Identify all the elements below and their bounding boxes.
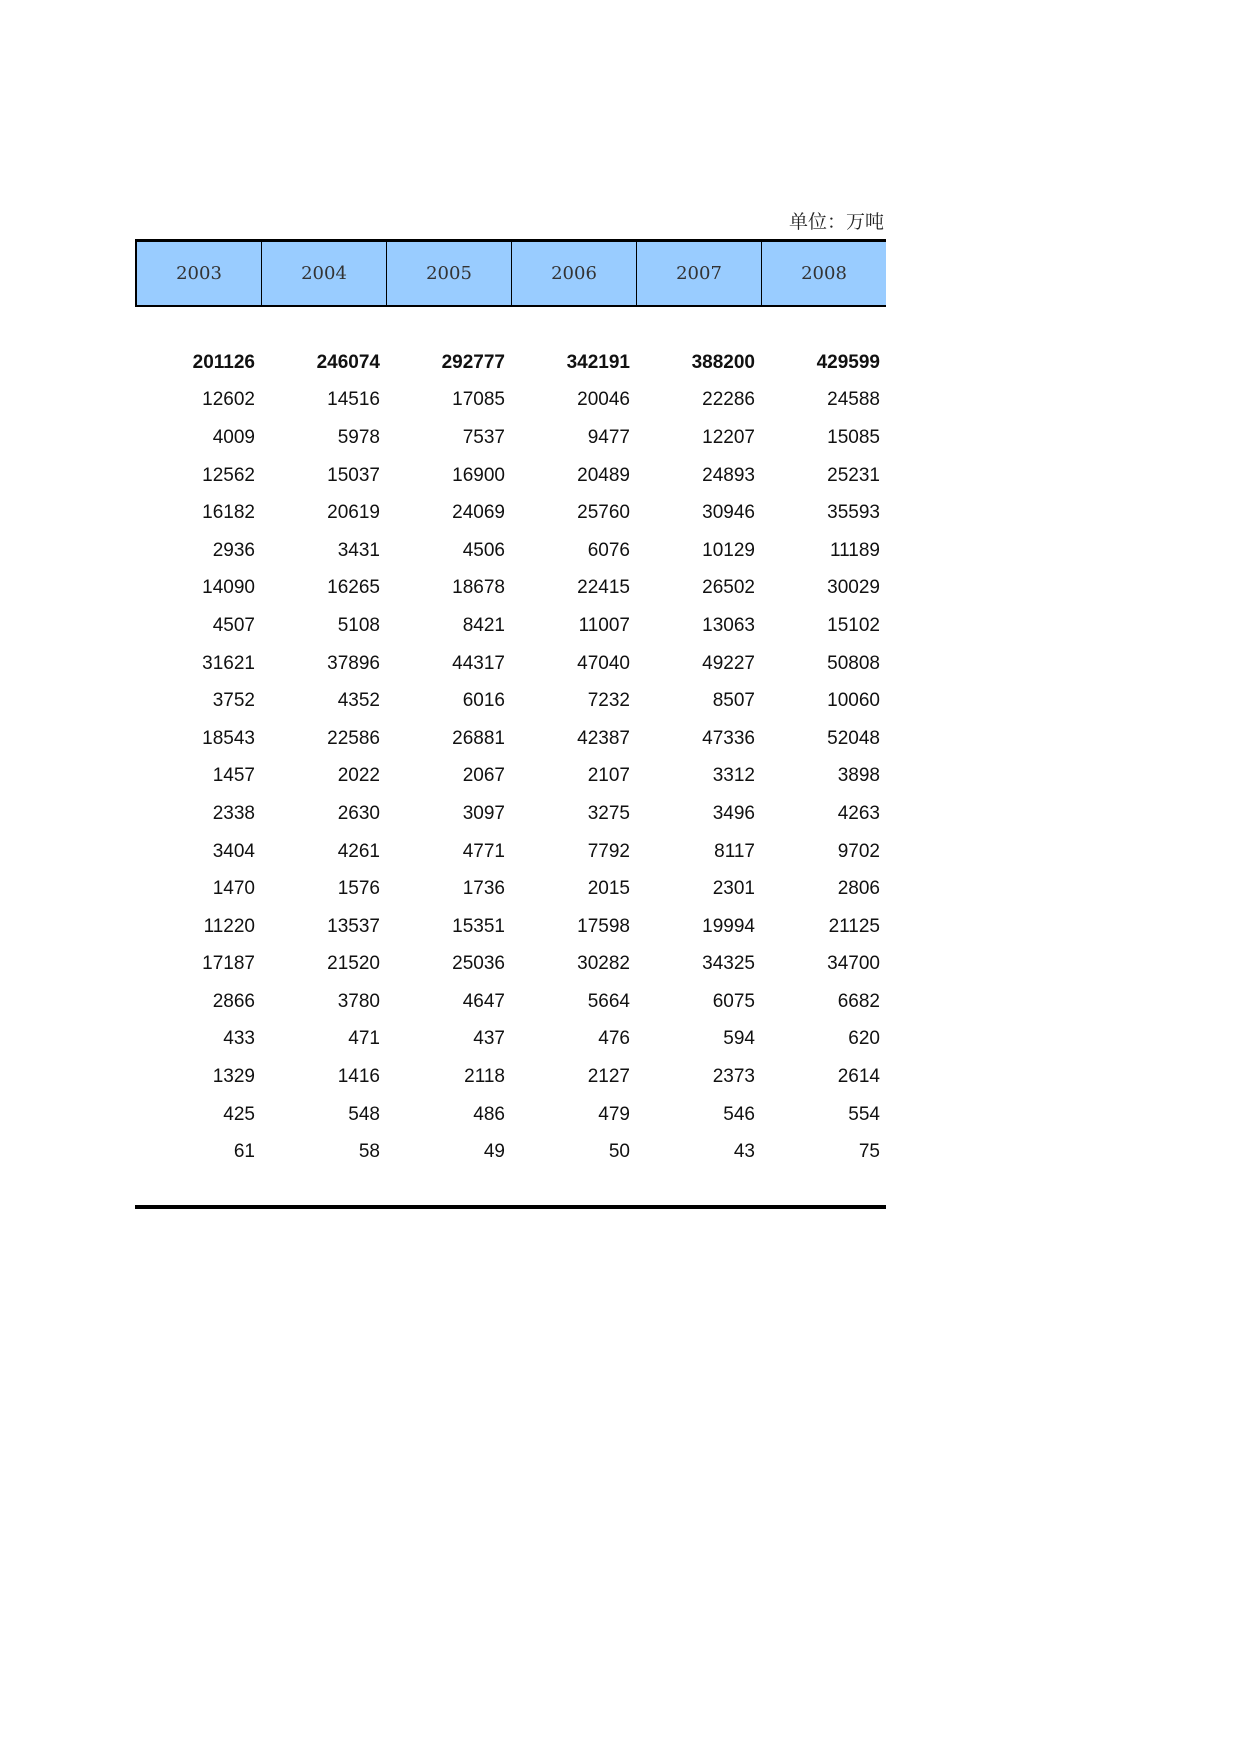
header-year-2003: 2003: [137, 242, 262, 305]
table-cell: 429599: [816, 351, 880, 373]
table-cell: 13063: [702, 614, 755, 636]
table-cell: 12602: [202, 389, 255, 411]
table-row: [135, 1058, 886, 1096]
table-cell: 4009: [212, 426, 255, 448]
table-cell: 12207: [702, 426, 755, 448]
table-cell: 3431: [337, 539, 380, 561]
table-cell: 12562: [202, 464, 255, 486]
table-header-row: [135, 242, 886, 307]
table-cell: 2373: [712, 1066, 755, 1088]
table-cell: 30029: [827, 577, 880, 599]
table-cell: 2936: [212, 539, 255, 561]
table-cell: 21520: [327, 953, 380, 975]
table-cell: 3312: [712, 765, 755, 787]
table-cell: 44317: [452, 652, 505, 674]
table-cell: 58: [358, 1141, 380, 1163]
table-cell: 4647: [462, 990, 505, 1012]
table-cell: 1470: [212, 878, 255, 900]
table-cell: 6682: [837, 990, 880, 1012]
table-cell: 22286: [702, 389, 755, 411]
table-cell: 3097: [462, 802, 505, 824]
table-cell: 14090: [202, 577, 255, 599]
table-cell: 2301: [712, 878, 755, 900]
table-cell: 4352: [337, 690, 380, 712]
table-bottom-rule: [135, 1205, 886, 1209]
table-row: [135, 419, 886, 457]
table-cell: 620: [848, 1028, 880, 1050]
table-row: [135, 908, 886, 946]
table-row: [135, 870, 886, 908]
table-row: [135, 645, 886, 683]
table-cell: 20046: [577, 389, 630, 411]
table-cell: 17187: [202, 953, 255, 975]
table-cell: 2022: [337, 765, 380, 787]
table-cell: 2614: [837, 1066, 880, 1088]
table-cell: 26502: [702, 577, 755, 599]
table-cell: 1576: [337, 878, 380, 900]
table-cell: 2630: [337, 802, 380, 824]
table-row: [135, 983, 886, 1021]
table-row: [135, 833, 886, 871]
table-cell: 25760: [577, 502, 630, 524]
table-cell: 10129: [702, 539, 755, 561]
table-cell: 4261: [337, 840, 380, 862]
table-cell: 43: [733, 1141, 755, 1163]
table-cell: 8421: [462, 614, 505, 636]
table-cell: 22415: [577, 577, 630, 599]
table-row: [135, 1096, 886, 1134]
table-cell: 4507: [212, 614, 255, 636]
table-cell: 26881: [452, 727, 505, 749]
table-cell: 486: [473, 1103, 505, 1125]
table-cell: 476: [598, 1028, 630, 1050]
table-cell: 50808: [827, 652, 880, 674]
table-cell: 75: [858, 1141, 880, 1163]
table-cell: 7537: [462, 426, 505, 448]
table-cell: 11220: [203, 915, 255, 937]
table-cell: 2107: [587, 765, 630, 787]
table-cell: 5664: [587, 990, 630, 1012]
unit-label: 单位：万吨: [788, 211, 884, 233]
table-cell: 25231: [827, 464, 880, 486]
table-cell: 24069: [452, 502, 505, 524]
table-cell: 34325: [702, 953, 755, 975]
table-cell: 3752: [212, 690, 255, 712]
table-cell: 11189: [829, 539, 880, 561]
header-year-2008: 2008: [801, 263, 847, 284]
table-cell: 20619: [327, 502, 380, 524]
table-cell: 15085: [827, 426, 880, 448]
table-cell: 15037: [327, 464, 380, 486]
table-cell: 3404: [212, 840, 255, 862]
table-cell: 19994: [702, 915, 755, 937]
table-cell: 9477: [587, 426, 630, 448]
table-cell: 14516: [327, 389, 380, 411]
table-cell: 342191: [566, 351, 630, 373]
table-row: [135, 720, 886, 758]
table-cell: 479: [598, 1103, 630, 1125]
table-body: [135, 344, 886, 1171]
table-cell: 246074: [316, 351, 380, 373]
table-cell: 2338: [212, 802, 255, 824]
table-cell: 8117: [714, 840, 755, 862]
table-cell: 388200: [691, 351, 755, 373]
table-cell: 50: [608, 1141, 630, 1163]
table-cell: 292777: [441, 351, 505, 373]
table-cell: 31621: [202, 652, 255, 674]
table-cell: 425: [223, 1103, 255, 1125]
table-cell: 30946: [702, 502, 755, 524]
table-cell: 2118: [464, 1066, 505, 1088]
table-cell: 17085: [452, 389, 505, 411]
table-cell: 546: [723, 1103, 755, 1125]
table-row: [135, 946, 886, 984]
table-cell: 2806: [837, 878, 880, 900]
table-cell: 3780: [337, 990, 380, 1012]
table-cell: 433: [223, 1028, 255, 1050]
table-cell: 24893: [702, 464, 755, 486]
table-row: [135, 382, 886, 420]
table-cell: 3275: [587, 802, 630, 824]
table-cell: 30282: [577, 953, 630, 975]
table-cell: 3898: [837, 765, 880, 787]
table-cell: 471: [348, 1028, 380, 1050]
table-cell: 18678: [452, 577, 505, 599]
table-cell: 61: [233, 1141, 255, 1163]
table-cell: 24588: [827, 389, 880, 411]
table-cell: 594: [723, 1028, 755, 1050]
table-cell: 52048: [827, 727, 880, 749]
table-cell: 7232: [587, 690, 630, 712]
table-cell: 4771: [462, 840, 505, 862]
table-cell: 15351: [452, 915, 505, 937]
table-row: [135, 532, 886, 570]
table-cell: 1457: [212, 765, 255, 787]
table-cell: 34700: [827, 953, 880, 975]
table-cell: 6076: [587, 539, 630, 561]
table-cell: 6075: [712, 990, 755, 1012]
table-cell: 10060: [827, 690, 880, 712]
table-cell: 49227: [702, 652, 755, 674]
table-cell: 3496: [712, 802, 755, 824]
table-cell: 13537: [327, 915, 380, 937]
table-cell: 21125: [828, 915, 880, 937]
table-cell: 6016: [462, 690, 505, 712]
table-row-total: [135, 344, 886, 382]
table-row: [135, 682, 886, 720]
table-cell: 11007: [578, 614, 630, 636]
table-cell: 1329: [212, 1066, 255, 1088]
table-cell: 17598: [577, 915, 630, 937]
table-cell: 35593: [827, 502, 880, 524]
table-cell: 4263: [837, 802, 880, 824]
table-row: [135, 1021, 886, 1059]
table-cell: 5978: [337, 426, 380, 448]
header-year-2005: 2005: [387, 242, 512, 305]
table-cell: 437: [473, 1028, 505, 1050]
table-row: [135, 457, 886, 495]
table-cell: 201126: [192, 351, 255, 373]
table-cell: 2127: [587, 1066, 630, 1088]
table-cell: 8507: [712, 690, 755, 712]
table-row: [135, 1133, 886, 1171]
table-cell: 7792: [587, 840, 630, 862]
table-cell: 548: [348, 1103, 380, 1125]
table-cell: 4506: [462, 539, 505, 561]
table-cell: 2067: [462, 765, 505, 787]
table-row: [135, 795, 886, 833]
table-cell: 47336: [702, 727, 755, 749]
table-cell: 5108: [337, 614, 380, 636]
table-cell: 16265: [327, 577, 380, 599]
table-row: [135, 607, 886, 645]
table-cell: 1416: [337, 1066, 380, 1088]
table-cell: 1736: [462, 878, 505, 900]
table-cell: 15102: [827, 614, 880, 636]
table-cell: 20489: [577, 464, 630, 486]
table-cell: 2015: [587, 878, 630, 900]
header-year-2007: 2007: [637, 242, 762, 305]
table-cell: 49: [483, 1141, 505, 1163]
table-cell: 25036: [452, 953, 505, 975]
table-cell: 42387: [577, 727, 630, 749]
table-row: [135, 494, 886, 532]
table-cell: 9702: [837, 840, 880, 862]
header-year-2006: 2006: [512, 242, 637, 305]
table-cell: 554: [848, 1103, 880, 1125]
table-cell: 37896: [327, 652, 380, 674]
table-cell: 16900: [452, 464, 505, 486]
table-cell: 22586: [327, 727, 380, 749]
table-cell: 2866: [212, 990, 255, 1012]
table-cell: 47040: [577, 652, 630, 674]
table-row: [135, 570, 886, 608]
table-cell: 18543: [202, 727, 255, 749]
table-row: [135, 758, 886, 796]
table-cell: 16182: [202, 502, 255, 524]
header-year-2004: 2004: [262, 242, 387, 305]
